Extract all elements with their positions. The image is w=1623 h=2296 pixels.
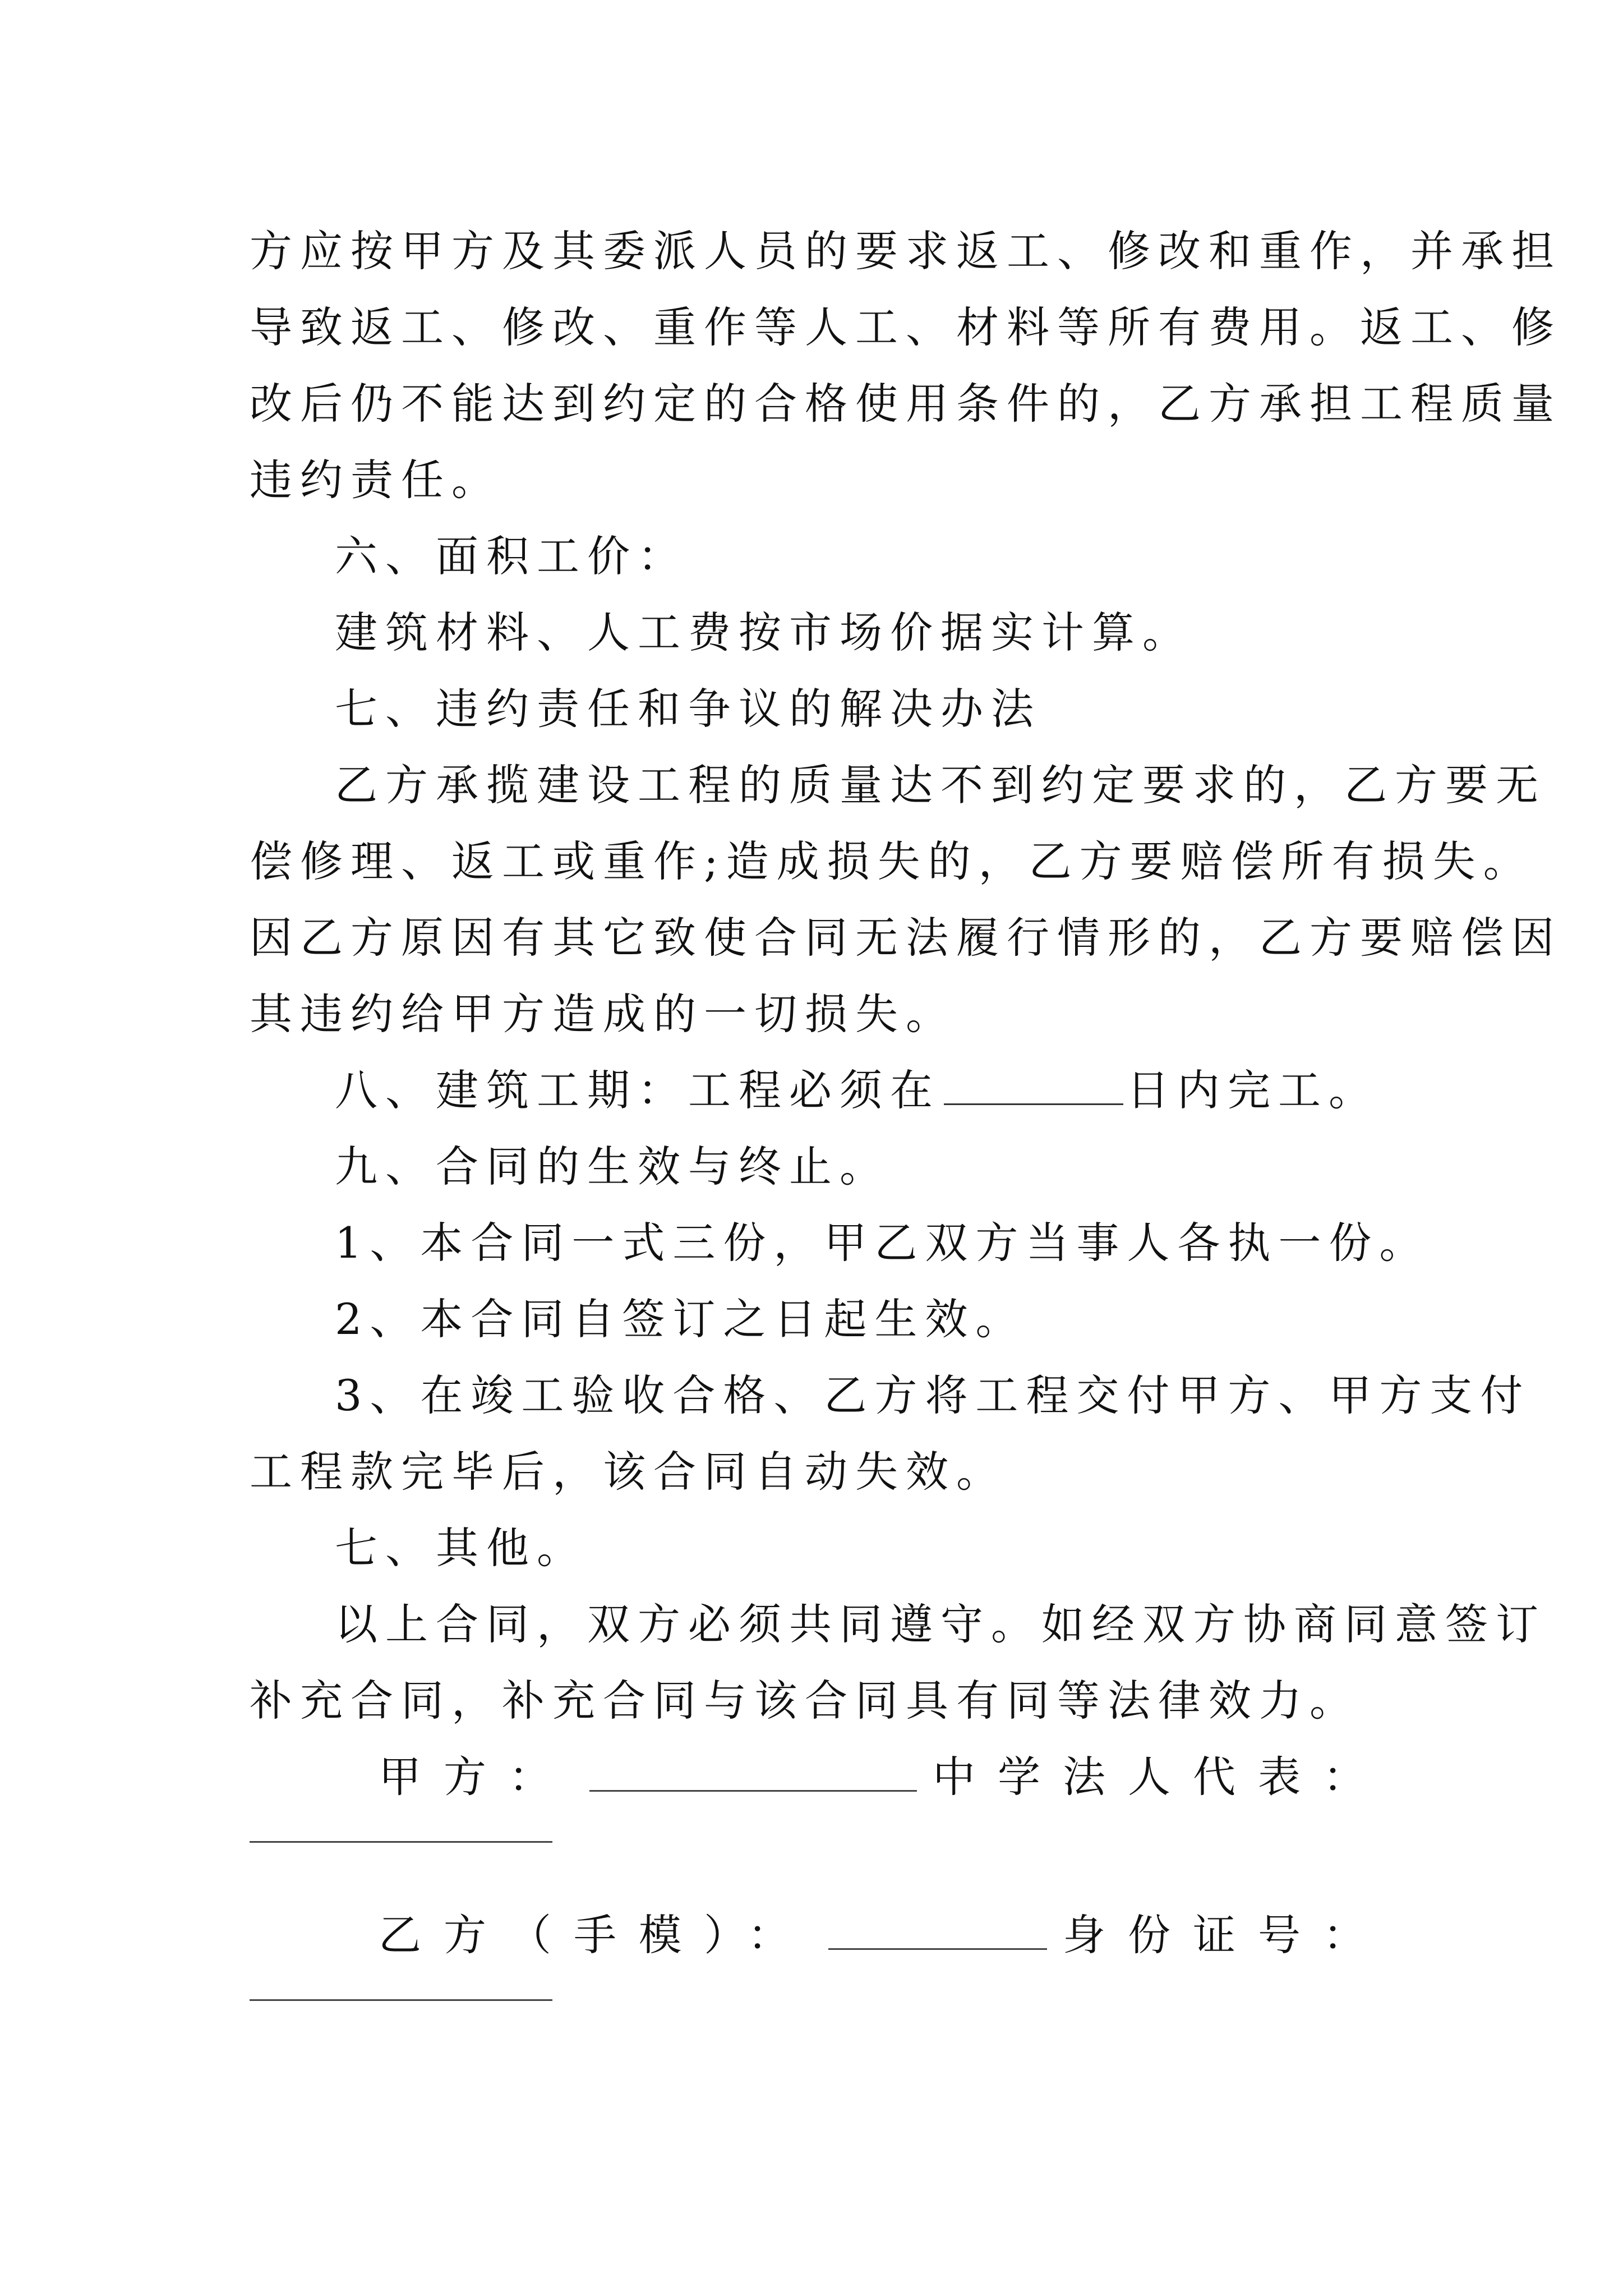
party-b-signature-row xyxy=(250,1897,1388,1973)
paragraph-line: 导致返工、修改、重作等人工、材料等所有费用。返工、修 xyxy=(250,302,1562,352)
paragraph-line: 七、违约责任和争议的解决办法 xyxy=(335,684,1041,734)
paragraph-line: 2、本合同自签订之日起生效。 xyxy=(335,1294,1026,1344)
paragraph-line: 3、在竣工验收合格、乙方将工程交付甲方、甲方支付 xyxy=(335,1370,1531,1420)
paragraph-line: 九、合同的生效与终止。 xyxy=(335,1142,890,1191)
paragraph-line: 工程款完毕后，该合同自动失效。 xyxy=(250,1447,1007,1497)
term-prefix: 八、建筑工期：工程必须在 xyxy=(335,1065,940,1115)
party-b-id-blank[interactable] xyxy=(250,1999,552,2001)
party-a-rep-label: 中学法人代表： xyxy=(933,1752,1388,1802)
construction-term-line xyxy=(250,1052,1388,1129)
contract-page xyxy=(250,213,1562,2055)
paragraph-line: 六、面积工价： xyxy=(335,531,688,581)
days-blank[interactable] xyxy=(944,1092,1123,1105)
party-b-id-label: 身份证号： xyxy=(1063,1910,1388,1960)
party-b-label: 乙方（手模）： xyxy=(379,1910,813,1960)
contract-body-part-2 xyxy=(250,1129,1546,1739)
paragraph-line: 1、本合同一式三份，甲乙双方当事人各执一份。 xyxy=(335,1218,1430,1268)
paragraph-line: 方应按甲方及其委派人员的要求返工、修改和重作，并承担 xyxy=(250,226,1562,276)
paragraph-line: 偿修理、返工或重作;造成损失的，乙方要赔偿所有损失。 xyxy=(250,836,1534,886)
party-b-blank[interactable] xyxy=(828,1937,1047,1950)
party-a-rep-blank[interactable] xyxy=(250,1841,552,1843)
paragraph-line: 因乙方原因有其它致使合同无法履行情形的，乙方要赔偿因 xyxy=(250,913,1562,963)
term-suffix: 日内完工。 xyxy=(1127,1065,1379,1115)
paragraph-line: 乙方承揽建设工程的质量达不到约定要求的，乙方要无 xyxy=(335,760,1546,810)
party-a-blank[interactable] xyxy=(589,1779,917,1792)
party-b-id-blank-row xyxy=(250,1977,1388,2055)
paragraph-line: 建筑材料、人工费按市场价据实计算。 xyxy=(335,608,1193,657)
paragraph-line: 以上合同，双方必须共同遵守。如经双方协商同意签订 xyxy=(335,1599,1546,1649)
party-a-label: 甲方： xyxy=(379,1752,574,1802)
paragraph-line: 七、其他。 xyxy=(335,1523,587,1573)
paragraph-line: 违约责任。 xyxy=(250,455,502,505)
paragraph-line: 补充合同，补充合同与该合同具有同等法律效力。 xyxy=(250,1676,1360,1726)
paragraph-line: 其违约给甲方造成的一切损失。 xyxy=(250,989,956,1039)
party-a-signature-row xyxy=(250,1739,1388,1815)
party-a-rep-blank-row xyxy=(250,1819,1388,1897)
paragraph-line: 改后仍不能达到约定的合格使用条件的，乙方承担工程质量 xyxy=(250,379,1562,429)
contract-body-part-1 xyxy=(250,213,1562,1052)
